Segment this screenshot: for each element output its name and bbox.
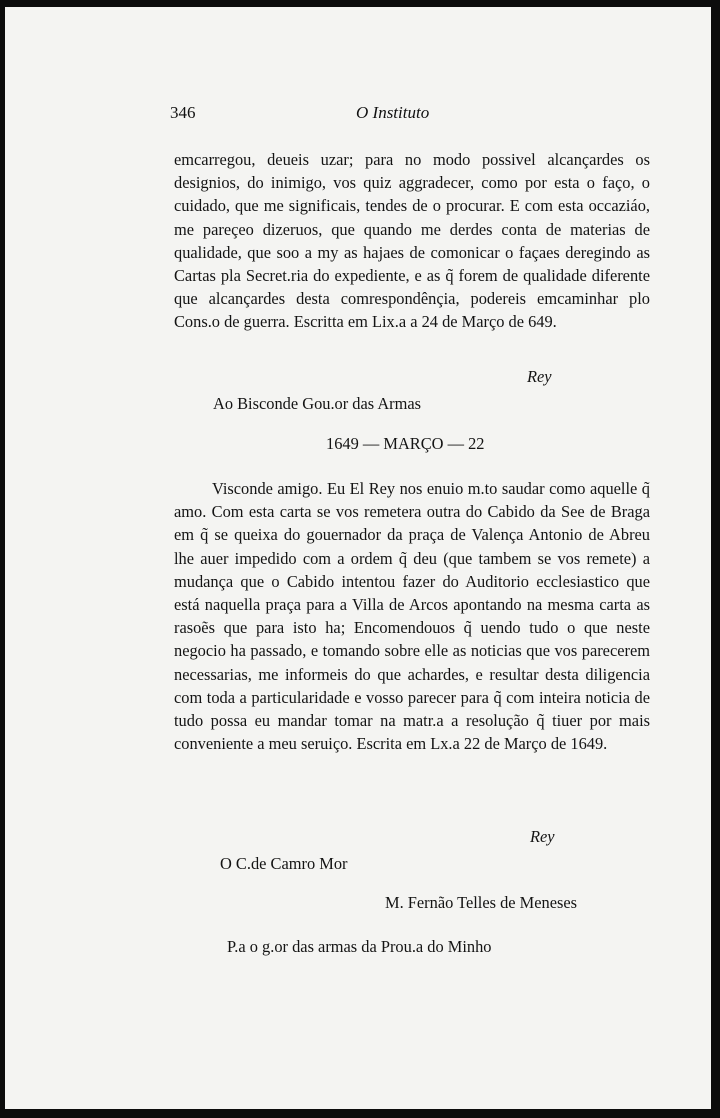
running-title: O Instituto (356, 103, 430, 122)
page-number: 346 (170, 103, 196, 122)
book-page (5, 7, 711, 1109)
letter2-date-heading: 1649 — MARÇO — 22 (326, 434, 485, 453)
letter1-addressee: Ao Bisconde Gou.or das Armas (213, 394, 422, 413)
letter1-signature: Rey (527, 367, 552, 386)
page-header (170, 103, 660, 127)
letter2-addressee: O C.de Camro Mor (220, 854, 348, 873)
letter1-body: emcarregou, deueis uzar; para no modo possivel alcançardes os designios, do inimigo, vos quiz aggradecer, como por esta o faço, o cuidado, que me significais, tendes de o procurar. E com esta occaziáo, me pareçeo dizeruos, que quando me derdes conta de materias de qualidade, que soo a my as hajaes de comonicar o façaes deregindo as Cartas pla Secret.ria do expediente, e as q̃ forem de qualidade diferente que alcançardes desta comrespondênçia, podereis emcaminhar plo Cons.o de guerra. Escritta em Lix.a a 24 de Março de 649. (174, 150, 650, 332)
letter2-secretary: M. Fernão Telles de Meneses (385, 893, 578, 912)
letter2-body: Visconde amigo. Eu El Rey nos enuio m.to saudar como aquelle q̃ amo. Com esta carta se vos remetera outra do Cabido da See de Braga em q̃ se queixa do gouernador da praça de Valença Antonio de Abreu lhe auer impedido com a ordem q̃ deu (que tambem se vos remete) a mudança que o Cabido intentou fazer do Auditorio ecclesiastico que está naquella praça para a Villa de Arcos apontando na mesma carta as rasoẽs que para isto ha; Encomendouos q̃ uendo tudo o que neste negocio ha passado, e tomando sobre elle as noticias que vos parecerem necessarias, me informeis do que achardes, e resultar desta diligencia com toda a particularidade e vosso parecer para q̃ com inteira noticia de tudo possa eu mandar tomar na matr.a a resolução q̃ tiuer por mais conveniente a meu seruiço. Escrita em Lx.a 22 de Março de 1649. (174, 479, 650, 754)
letter2-footer: P.a o g.or das armas da Prou.a do Minho (227, 937, 492, 956)
letter2-signature: Rey (530, 827, 555, 846)
